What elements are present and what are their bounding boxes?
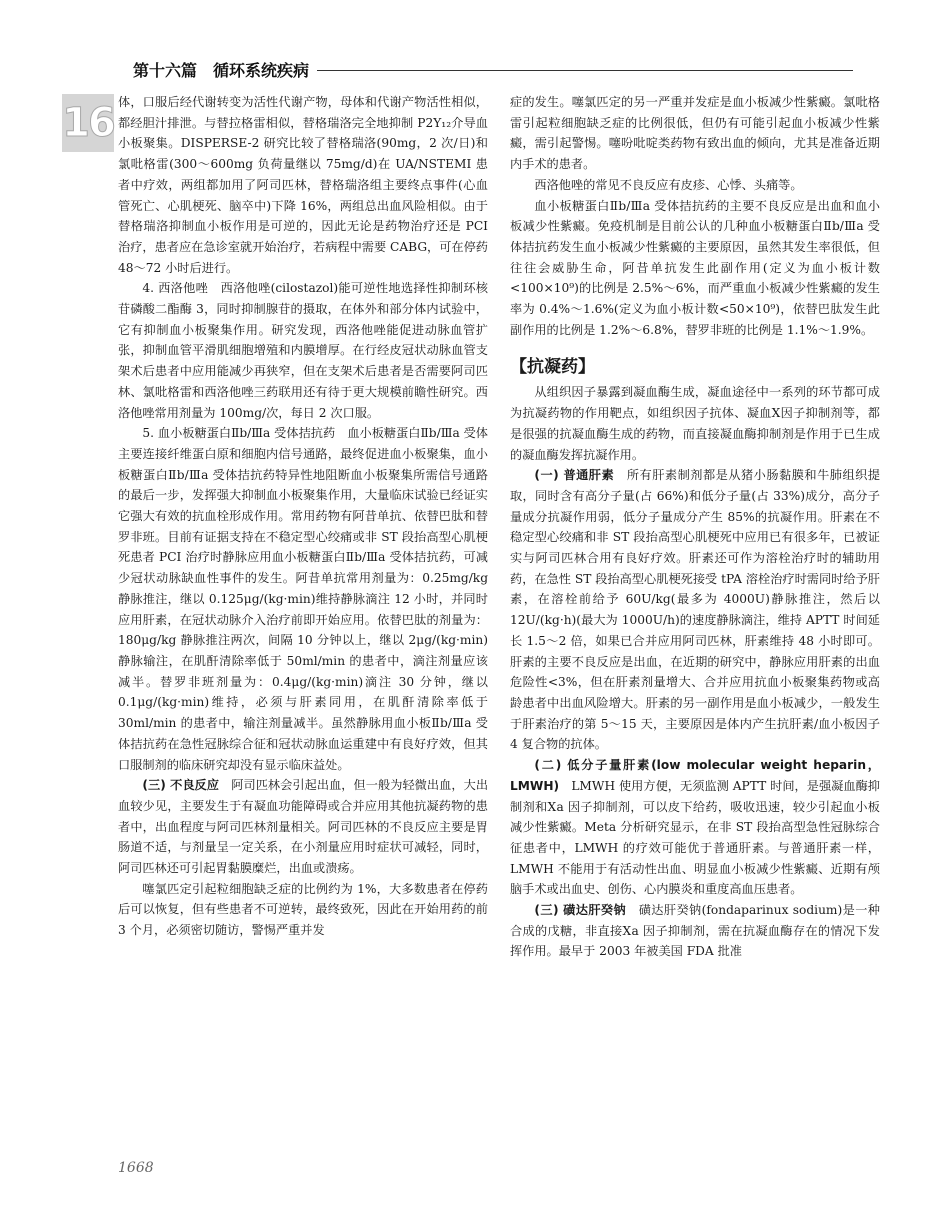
chapter-tab — [62, 94, 114, 152]
left-column — [118, 92, 488, 941]
right-paragraph-3: 血小板糖蛋白Ⅱb/Ⅲa 受体拮抗药的主要不良反应是出血和血小板减少性紫癜。免疫机制是目前公认的几种血小板糖蛋白Ⅱb/Ⅲa 受体拮抗药发生血小板减少性紫癜的主要原因，虽然其发生率很低，但往往会威胁生命，阿昔单抗发生此副作用(定义为血小板计数<100×10⁹)的比例是 2.5%～6%，而严重血小板减少性紫癜的发生率为 0.4%～1.6%(定义为血小板计数<50×10⁹)，依替巴肽发生此副作用的比例是 1.2%～6.8%，替罗非班的比例是 1.1%～1.9%。 — [510, 198, 880, 337]
subsection-text-lmwh: LMWH 使用方便，无须监测 APTT 时间，是强凝血酶抑制剂和Ⅹa 因子抑制剂，可以皮下给药，吸收迅速，较少引起血小板减少性紫癜。Meta 分析研究显示，在非 ST 段抬高型急性冠脉综合征患者中，LMWH 的疗效可能优于普通肝素。与普通肝素一样，LMWH 不能用于有活动性出血、明显血小板减少性紫癜、近期有颅脑手术或出血史、创伤、心内膜炎和重度高血压患者。 — [510, 778, 880, 897]
header-part: 第十六篇 — [133, 60, 198, 80]
right-paragraph-2: 西洛他唑的常见不良反应有皮疹、心悸、头痛等。 — [534, 177, 803, 192]
right-column — [510, 92, 880, 962]
subsection-title-heparin: (一) 普通肝素 — [534, 468, 615, 483]
running-header — [133, 56, 853, 82]
left-paragraph-gp2b3a: 5. 血小板糖蛋白Ⅱb/Ⅲa 受体拮抗药 血小板糖蛋白Ⅱb/Ⅲa 受体主要连接纤维蛋白原和细胞内信号通路，最终促进血小板聚集，血小板糖蛋白Ⅱb/Ⅲa 受体拮抗药特异性地阻断血小板聚集所需信号通路的最后一步，发挥强大抑制血小板聚集作用，大量临床试验已经证实它强大有效的抗血栓形成作用。常用药物有阿昔单抗、依替巴肽和替罗非班。目前有证据支持在不稳定型心绞痛或非 ST 段抬高型心肌梗死患者 PCI 治疗时静脉应用血小板糖蛋白Ⅱb/Ⅲa 受体拮抗药，可减少冠状动脉缺血性事件的发生。阿昔单抗常用剂量为：0.25mg/kg 静脉推注，继以 0.125μg/(kg·min)维持静脉滴注 12 小时，并同时应用肝素，在冠状动脉介入治疗前即开始应用。依替巴肽的剂量为：180μg/kg 静脉推注两次，间隔 10 分钟以上，继以 2μg/(kg·min)静脉输注，在肌酐清除率低于 50ml/min 的患者中，滴注剂量应该减半。替罗非班剂量为：0.4μg/(kg·min)滴注 30 分钟，继以 0.1μg/(kg·min)维持，必须与肝素同用，在肌酐清除率低于 30ml/min 的患者中，输注剂量减半。虽然静脉用血小板Ⅱb/Ⅲa 受体拮抗药在急性冠脉综合征和冠状动脉血运重建中有良好疗效，但其口服制剂的临床研究却没有显示临床益处。 — [118, 426, 488, 772]
left-paragraph-1: 体，口服后经代谢转变为活性代谢产物，母体和代谢产物活性相似，都经胆汁排泄。与替拉格雷相似，替格瑞洛完全地抑制 P2Y₁₂介导血小板聚集。DISPERSE-2 研究比较了替格瑞洛(90mg，2 次/日)和氯吡格雷(300～600mg 负荷量继以 75mg/d)在 UA/NSTEMI 患者中疗效，两组都加用了阿司匹林，替格瑞洛组主要终点事件(心血管死亡、心肌梗死、脑卒中)下降 16%，两组总出血风险相似。由于替格瑞洛抑制血小板作用是可逆的，因此无论是药物治疗还是 PCI 治疗，患者应在急诊室就开始治疗，若病程中需要 CABG，可在停药 48～72 小时后进行。 — [118, 95, 488, 275]
left-paragraph-adverse — [118, 775, 488, 879]
subsection-text-heparin: 所有肝素制剂都是从猪小肠黏膜和牛肺组织提取，同时含有高分子量(占 66%)和低分子量(占 33%)成分，高分子量成分抗凝作用弱，低分子量成分产生 85%的抗凝作用。肝素在不稳定型心绞痛和非 ST 段抬高型心肌梗死中应用已有很多年，已被证实与阿司匹林合用有良好疗效。肝素还可作为溶栓治疗时的辅助用药，在急性 ST 段抬高型心肌梗死接受 tPA 溶栓治疗时需同时给予肝素，在溶栓前给予 60U/kg(最多为 4000U)静脉推注，然后以 12U/(kg·h)(最大为 1000U/h)的速度静脉滴注，维持 APTT 时间延长 1.5～2 倍，如果已合并应用阿司匹林，肝素维持 48 小时即可。肝素的主要不良反应是出血，在近期的研究中，静脉应用肝素的出血危险性<3%，但在肝素剂量增大、合并应用抗血小板聚集药物或高龄患者中出血风险增大。肝素的另一副作用是血小板减少，一般发生于肝素治疗的第 5～15 天，主要原因是体内产生抗肝素/血小板因子 4 复合物的抗体。 — [510, 468, 880, 752]
right-paragraph-intro: 从组织因子暴露到凝血酶生成，凝血途径中一系列的环节都可成为抗凝药物的作用靶点，如组织因子抗体、凝血Ⅹ因子抑制剂等，都是很强的抗凝血酶生成的药物，而直接凝血酶抑制剂是作用于已生成的凝血酶发挥抗凝作用。 — [510, 385, 880, 462]
subsection-text-adverse: 阿司匹林会引起出血，但一般为轻微出血，大出血较少见，主要发生于有凝血功能障碍或合并应用其他抗凝药物的患者中，出血程度与阿司匹林剂量相关。阿司匹林的不良反应主要是胃肠道不适，与剂量呈一定关系，在小剂量应用时症状可减轻，同时，阿司匹林还可引起胃黏膜糜烂，出血或溃疡。 — [118, 778, 489, 876]
subsection-title-lmwh: (二) 低分子量肝素(low molecular weight heparin，LMWH) — [510, 758, 880, 793]
section-heading-anticoagulants: 【抗凝药】 — [510, 357, 595, 378]
subsection-title-fondaparinux: (三) 磺达肝癸钠 — [534, 903, 627, 918]
subsection-title-adverse: (三) 不良反应 — [142, 778, 220, 793]
header-title: 循环系统疾病 — [213, 60, 310, 80]
right-paragraph-1: 症的发生。噻氯匹定的另一严重并发症是血小板减少性紫癜。氯吡格雷引起粒细胞缺乏症的比例很低，但仍有可能引起血小板减少性紫癜，需引起警惕。噻吩吡啶类药物有致出血的倾向，尤其是准备近期内手术的患者。 — [510, 95, 880, 172]
page-number: 1668 — [118, 1160, 154, 1176]
header-rule — [317, 70, 853, 71]
left-paragraph-ticlopidine: 噻氯匹定引起粒细胞缺乏症的比例约为 1%，大多数患者在停药后可以恢复，但有些患者不可逆转，最终致死，因此在开始用药的前 3 个月，必须密切随访，警惕严重并发 — [118, 881, 488, 938]
subsection-text-fondaparinux: 磺达肝癸钠(fondaparinux sodium)是一种合成的戊糖，非直接Ⅹa 因子抑制剂，需在抗凝血酶存在的情况下发挥作用。最早于 2003 年被美国 FDA 批准 — [510, 903, 880, 959]
left-paragraph-cilostazol: 4. 西洛他唑 西洛他唑(cilostazol)能可逆性地选择性抑制环核苷磷酸二酯酶 3，同时抑制腺苷的摄取，在体外和部分体内试验中，它有抑制血小板聚集作用。研究发现，西洛他唑能促进动脉血管扩张，抑制血管平滑肌细胞增殖和内膜增厚。在行经皮冠状动脉血管支架术后患者中应用能减少再狭窄，但在支架术后患者是否需要阿司匹林、氯吡格雷和西洛他唑三药联用还有待于更大规模前瞻性研究。西洛他唑常用剂量为 100mg/次，每日 2 次口服。 — [118, 281, 488, 420]
right-paragraph-fondaparinux — [510, 900, 880, 962]
right-paragraph-lmwh — [510, 755, 880, 900]
right-paragraph-heparin — [510, 465, 880, 755]
chapter-number: 16 — [62, 100, 114, 146]
